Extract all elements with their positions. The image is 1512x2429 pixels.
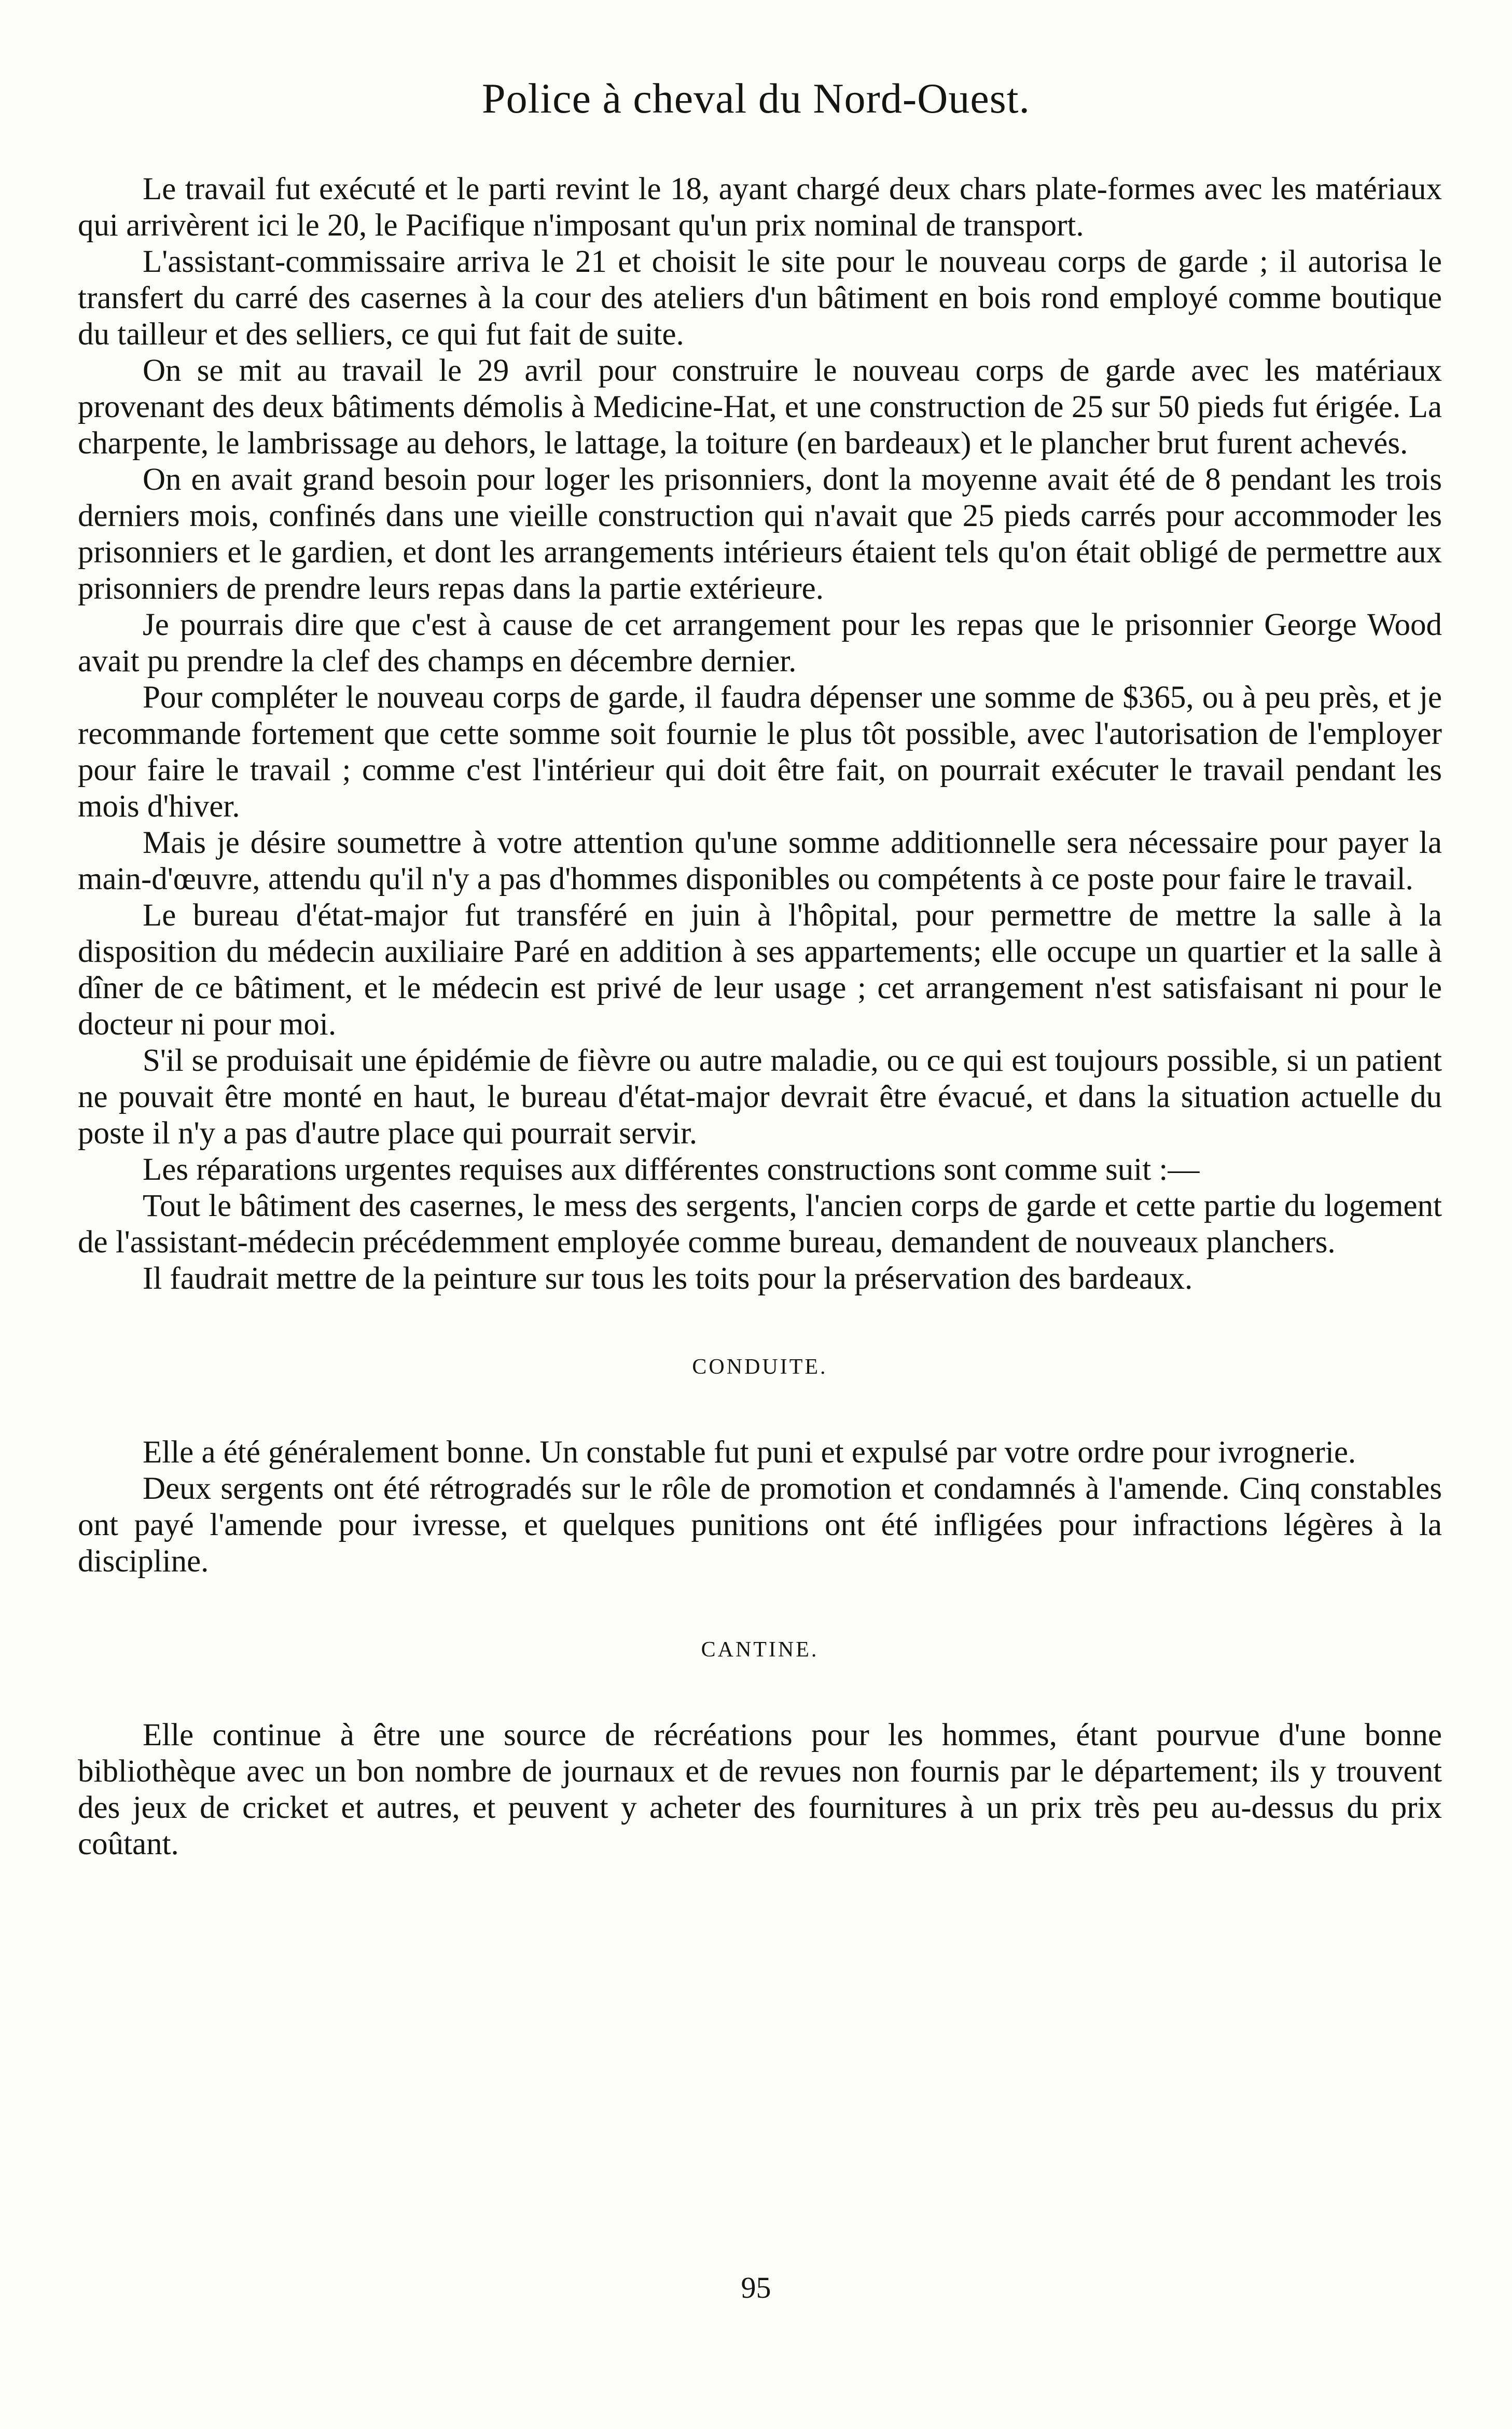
paragraph: On en avait grand besoin pour loger les prisonniers, dont la moyenne avait été de 8 pendant les trois derniers mois, confinés dans une vieille construction qui n'avait que 25 pieds carrés pour accommoder les prisonniers et le gardien, et dont les arrangements intérieurs étaient tels qu'on était obligé de permettre aux prisonniers de prendre leurs repas dans la partie extérieure. [78,462,1442,606]
paragraph: Elle a été généralement bonne. Un constable fut puni et expulsé par votre ordre pour ivrognerie. [143,1435,1356,1470]
paragraph: Elle continue à être une source de récréations pour les hommes, étant pourvue d'une bonne bibliothèque avec un bon nombre de journaux et de revues non fournis par le département; ils y trouvent des jeux de cricket et autres, et peuvent y acheter des fournitures à un prix très peu au-dessus du prix coûtant. [78,1718,1442,1861]
paragraph: Je pourrais dire que c'est à cause de cet arrangement pour les repas que le prisonnier George Wood avait pu prendre la clef des champs en décembre dernier. [78,608,1442,679]
paragraph: Il faudrait mettre de la peinture sur tous les toits pour la préservation des bardeaux. [143,1261,1193,1296]
page-number: 95 [741,2271,771,2304]
section-heading-conduite: CONDUITE. [692,1355,828,1379]
paragraph: Le travail fut exécuté et le parti revint le 18, ayant chargé deux chars plate-formes avec les matériaux qui arrivèrent ici le 20, le Pacifique n'imposant qu'un prix nominal de transport. [78,172,1442,243]
paragraph: Deux sergents ont été rétrogradés sur le rôle de promotion et condamnés à l'amende. Cinq constables ont payé l'amende pour ivresse, et quelques punitions ont été infligées pour infractions légères à la discipline. [78,1471,1442,1579]
body-text [78,171,1442,1862]
paragraph: Tout le bâtiment des casernes, le mess des sergents, l'ancien corps de garde et cette partie du logement de l'assistant-médecin précédemment employée comme bureau, demandent de nouveaux planchers. [78,1189,1442,1260]
paragraph: Pour compléter le nouveau corps de garde, il faudra dépenser une somme de $365, ou à peu près, et je recommande fortement que cette somme soit fournie le plus tôt possible, avec l'autorisation de l'employer pour faire le travail ; comme c'est l'intérieur qui doit être fait, on pourrait exécuter le travail pendant les mois d'hiver. [78,680,1442,824]
paragraph: S'il se produisait une épidémie de fièvre ou autre maladie, ou ce qui est toujours possible, si un patient ne pouvait être monté en haut, le bureau d'état-major devrait être évacué, et dans la situation actuelle du poste il n'y a pas d'autre place qui pourrait servir. [78,1043,1442,1151]
paragraph: Le bureau d'état-major fut transféré en juin à l'hôpital, pour permettre de mettre la salle à la disposition du médecin auxiliaire Paré en addition à ses appartements; elle occupe un quartier et la salle à dîner de ce bâtiment, et le médecin est privé de leur usage ; cet arrangement n'est satisfaisant ni pour le docteur ni pour moi. [78,898,1442,1042]
paragraph: Mais je désire soumettre à votre attention qu'une somme additionnelle sera nécessaire pour payer la main-d'œuvre, attendu qu'il n'y a pas d'hommes disponibles ou compétents à ce poste pour faire le travail. [78,825,1442,896]
paragraph: Les réparations urgentes requises aux différentes constructions sont comme suit :— [143,1152,1200,1187]
paragraph: On se mit au travail le 29 avril pour construire le nouveau corps de garde avec les matériaux provenant des deux bâtiments démolis à Medicine-Hat, et une construction de 25 sur 50 pieds fut érigée. La charpente, le lambrissage au dehors, le lattage, la toiture (en bardeaux) et le plancher brut furent achevés. [78,353,1442,461]
section-heading-cantine: CANTINE. [701,1638,819,1662]
paragraph: L'assistant-commissaire arriva le 21 et choisit le site pour le nouveau corps de garde ; il autorisa le transfert du carré des casernes à la cour des ateliers d'un bâtiment en bois rond employé comme boutique du tailleur et des selliers, ce qui fut fait de suite. [78,244,1442,352]
running-title: Police à cheval du Nord-Ouest. [482,75,1030,122]
